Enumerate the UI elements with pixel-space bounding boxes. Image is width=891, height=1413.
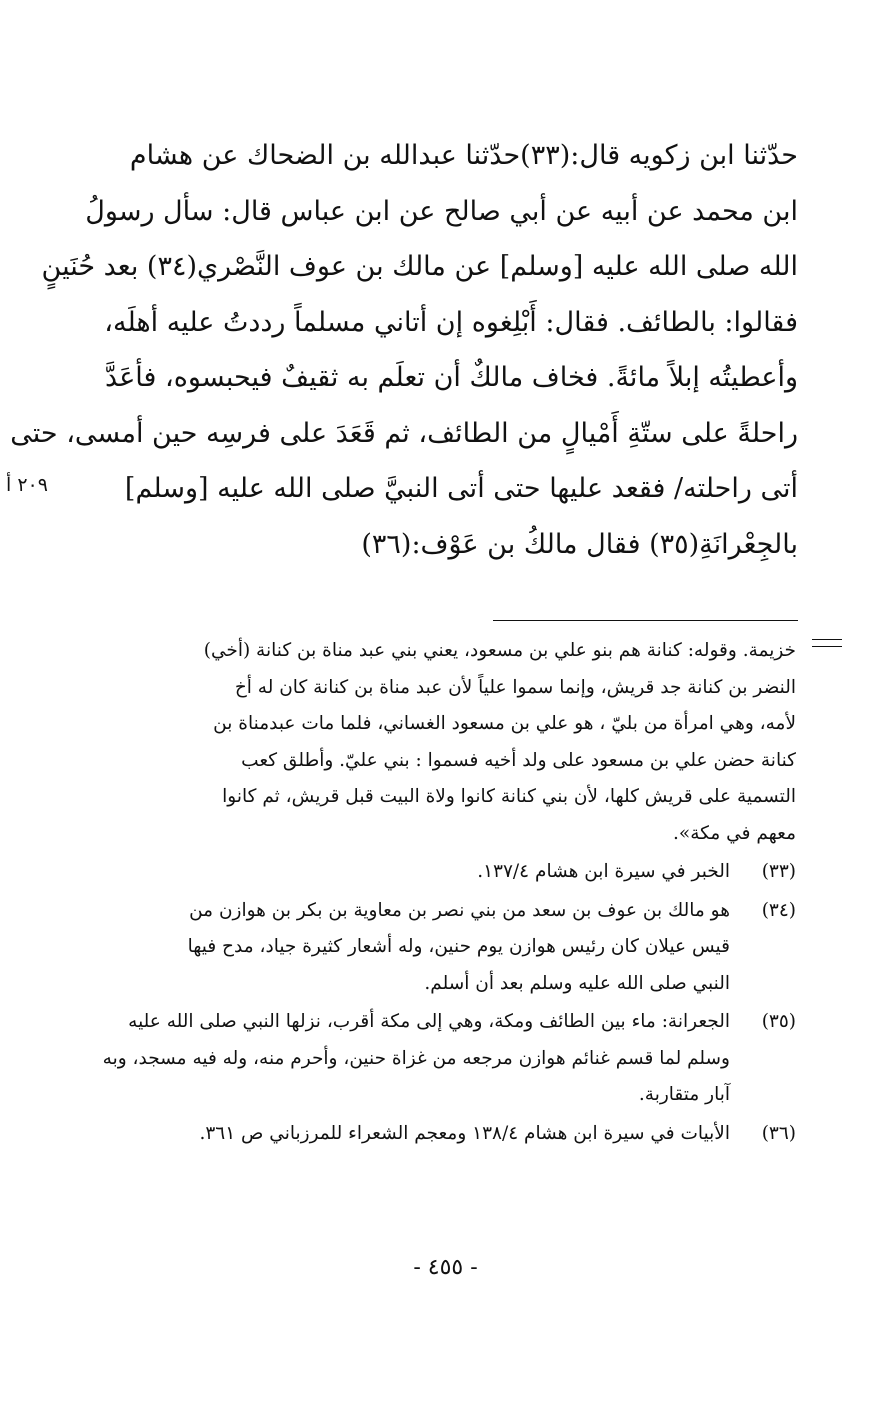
footnote-number: (٣٥) <box>761 1011 796 1032</box>
footnote-number: (٣٦) <box>761 1122 796 1144</box>
footnote-line: قيس عيلان كان رئيس هوازن يوم حنين، وله أشعار كثيرة جياد، مدح فيها <box>187 936 730 957</box>
continuation-double-line-mark <box>812 639 842 647</box>
footnote-line: التسمية على قريش كلها، لأن بني كنانة كانوا ولاة البيت قبل قريش، ثم كانوا <box>222 786 796 807</box>
main-text-line: الله صلى الله عليه [وسلم] عن مالك بن عوف النَّصْري(٣٤) بعد حُنَينٍ <box>41 251 798 282</box>
main-text-line: فقالوا: بالطائف. فقال: أَبْلِغوه إن أتاني مسلماً رددتُ عليه أهلَه، <box>104 306 798 338</box>
footnotes-section <box>96 633 796 1152</box>
footnote-number: (٣٣) <box>761 861 796 882</box>
footnote-line: كنانة حضن علي بن مسعود على ولد أخيه فسموا : بني عليّ. وأطلق كعب <box>241 749 796 771</box>
footnote-line: هو مالك بن عوف بن سعد من بني نصر بن معاوية بن بكر بن هوازن من <box>189 899 730 921</box>
footnote-line: خزيمة. وقوله: كنانة هم بنو علي بن مسعود، يعني بني عبد مناة بن كنانة (أخي) <box>203 640 796 661</box>
manuscript-folio-margin-note: ٢٠٩ أ <box>6 474 48 496</box>
footnote-body <box>96 854 730 891</box>
footnote-body <box>96 893 730 1003</box>
main-text-line: أتى راحلته/ فقعد عليها حتى أتى النبيَّ صلى الله عليه [وسلم] <box>124 473 798 504</box>
footnote-34 <box>96 893 796 1003</box>
page-number: - ٤٥٥ - <box>413 1255 478 1280</box>
footnote-33 <box>96 854 796 891</box>
footnote-body <box>96 1004 730 1114</box>
footnote-line: معهم في مكة». <box>673 822 796 844</box>
footnote-line: لأمه، وهي امرأة من بليّ ، هو علي بن مسعود الغساني، فلما مات عبدمناة بن <box>213 713 796 734</box>
footnote-body <box>96 1116 730 1153</box>
main-text-line: راحلةً على ستّةِ أَمْيالٍ من الطائف، ثم قَعَدَ على فرسِه حين أمسى، حتى <box>10 417 798 449</box>
footnote-number: (٣٤) <box>761 899 796 921</box>
footnote-36 <box>96 1116 796 1153</box>
footnote-line: وسلم لما قسم غنائم هوازن مرجعه من غزاة حنين، وأحرم منه، وله فيه مسجد، وبه <box>102 1047 730 1069</box>
main-text-line: وأعطيتُه إبلاً مائةً. فخاف مالكٌ أن تعلَم به ثقيفٌ فيحبسوه، فأعَدَّ <box>105 362 798 393</box>
footnote-separator-rule <box>493 620 798 621</box>
main-text-line: بالجِعْرانَةِ(٣٥) فقال مالكُ بن عَوْف:(٣٦) <box>361 528 798 560</box>
footnote-line: النبي صلى الله عليه وسلم بعد أن أسلم. <box>424 972 730 994</box>
footnote-line: النضر بن كنانة جد قريش، وإنما سموا علياً لأن عبد مناة بن كنانة كان له أخ <box>234 676 796 698</box>
main-text-line: حدّثنا ابن زكويه قال:(٣٣)حدّثنا عبدالله بن الضحاك عن هشام <box>129 140 798 171</box>
footnote-line: آبار متقاربة. <box>638 1084 730 1105</box>
footnote-line: الجعرانة: ماء بين الطائف ومكة، وهي إلى مكة أقرب، نزلها النبي صلى الله عليه <box>128 1011 730 1032</box>
footnote-line: الخبر في سيرة ابن هشام ١٣٧/٤. <box>477 861 730 882</box>
footnote-35 <box>96 1004 796 1114</box>
footnote-line: الأبيات في سيرة ابن هشام ١٣٨/٤ ومعجم الشعراء للمرزباني ص ٣٦١. <box>199 1122 730 1144</box>
footnote-continuation <box>96 633 796 852</box>
main-text-line: ابن محمد عن أبيه عن أبي صالح عن ابن عباس قال: سأل رسولُ <box>85 195 798 227</box>
